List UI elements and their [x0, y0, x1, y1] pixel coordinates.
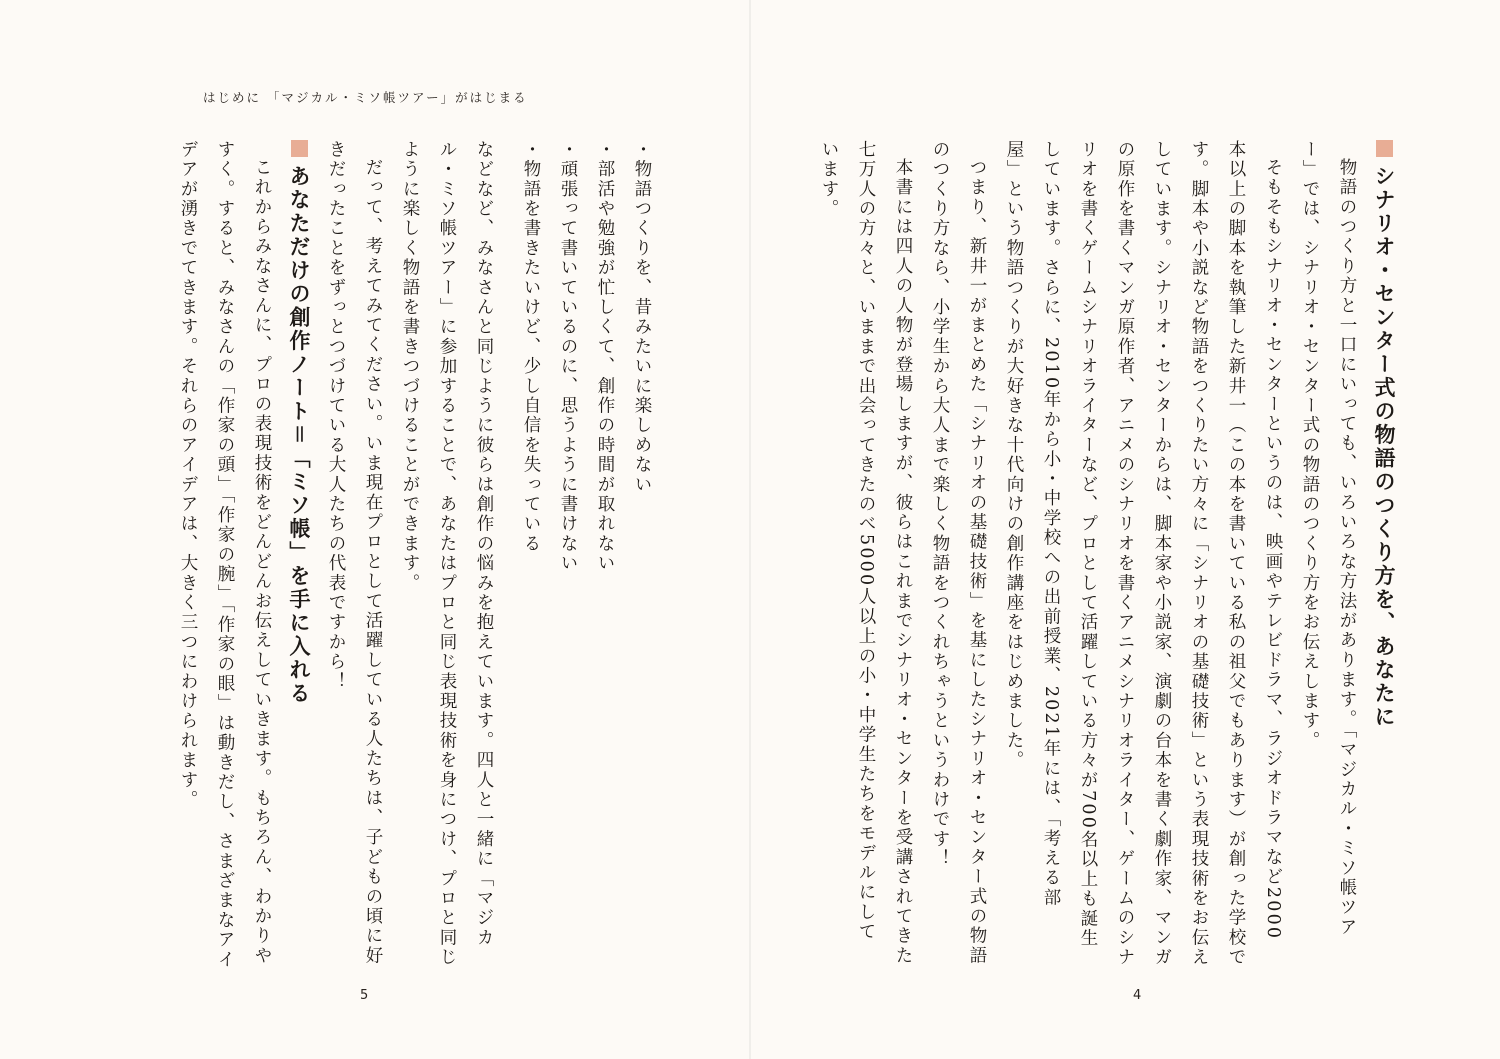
left-heading-text: あなただけの創作ノート＝「ミソ帳」を手に入れる: [287, 165, 311, 706]
heading-marker: [291, 140, 308, 157]
right-heading-text: シナリオ・センター式の物語のつくり方を、あなたに: [1372, 165, 1396, 729]
text-line: ように楽しく物語を書きつづけることができます。: [400, 140, 420, 594]
running-head: はじめに 「マジカル・ミソ帳ツアー」がはじまる: [203, 90, 528, 105]
text-line: 本書には四人の人物が登場しますが、彼らはこれまでシナリオ・センターを受講されてきた: [893, 157, 913, 966]
bullet-item: ・部活や勉強が忙しくて、創作の時間が取れない: [595, 140, 615, 574]
text-line: の原作を書くマンガ原作者、アニメのシナリオを書くアニメシナリオライター、ゲームのシナ: [1115, 140, 1135, 968]
text-line: しています。シナリオ・センターからは、脚本家や小説家、演劇の台本を書く劇作家、マンガ: [1152, 140, 1172, 968]
right-page-heading: [1365, 140, 1402, 960]
text-line: す。脚本や小説など物語をつくりたい方々に「シナリオの基礎技術」という表現技術をお伝え: [1189, 140, 1209, 968]
text-line: リオを書くゲームシナリオライターなど、プロとして活躍している方々が700名以上も誕生: [1078, 140, 1098, 949]
bullet-item: ・頑張って書いているのに、思うように書けない: [558, 140, 578, 574]
text-line: 本以上の脚本を執筆した新井一（この本を書いている私の祖父でもあります）が創った学校で: [1226, 140, 1246, 968]
bullet-gap: [502, 140, 512, 960]
text-line: これからみなさんに、プロの表現技術をどんどんお伝えしていきます。もちろん、わかりや: [252, 157, 272, 966]
text-line: のつくり方なら、小学生から大人まで楽しく物語をつくれちゃうというわけです！: [930, 140, 950, 869]
bullet-list: [512, 140, 660, 960]
left-bottom-paragraphs: [169, 140, 280, 970]
left-page-text: [150, 140, 660, 970]
text-line: ー」では、シナリオ・センター式の物語のつくり方をお伝えします。: [1300, 140, 1320, 751]
page-number-left: 5: [360, 988, 369, 1003]
text-line: つまり、新井一がまとめた「シナリオの基礎技術」を基にしたシナリオ・センター式の物語: [967, 157, 987, 966]
bullet-item: ・物語つくりを、昔みたいに楽しめない: [632, 140, 652, 495]
text-line: います。: [819, 140, 839, 219]
text-line: 物語のつくり方と一口にいっても、いろいろな方法があります。「マジカル・ミソ帳ツア: [1337, 157, 1357, 937]
text-line: 七万人の方々と、いままで出会ってきたのべ5000人以上の小・中学生たちをモデルにして: [856, 140, 876, 942]
left-page-heading: [280, 140, 317, 960]
text-line: デアが湧きでてきます。それらのアイデアは、大きく三つにわけられます。: [178, 140, 198, 810]
bullet-item: ・物語を書きたいけど、少し自信を失っている: [521, 140, 541, 554]
page-gutter: [749, 0, 751, 1059]
left-top-paragraphs: [317, 140, 502, 968]
text-line: きだったことをずっとつづけている大人たちの代表ですから！: [326, 140, 346, 692]
page-number-right: 4: [1133, 988, 1142, 1003]
text-line: 屋」という物語つくりが大好きな十代向けの創作講座をはじめました。: [1004, 140, 1024, 771]
text-line: そもそもシナリオ・センターというのは、映画やテレビドラマ、ラジオドラマなど2000: [1263, 157, 1283, 940]
text-line: すく。すると、みなさんの「作家の頭」「作家の腕」「作家の眼」は動きだし、さまざまなアイ: [215, 140, 235, 970]
text-line: しています。さらに、2010年から小・中学校への出前授業、2021年には、「考える部: [1041, 140, 1061, 908]
heading-marker: [1376, 140, 1393, 157]
text-line: だって、考えてみてください。いま現在プロとして活躍している人たちは、子どもの頃に好: [363, 157, 383, 966]
right-page-text: [819, 140, 1402, 968]
text-line: ル・ミソ帳ツアー」に参加することで、あなたはプロと同じ表現技術を身につけ、プロと同じ: [437, 140, 457, 968]
text-line: などなど、みなさんと同じように彼らは創作の悩みを抱えています。四人と一緒に「マジカ: [474, 140, 494, 948]
